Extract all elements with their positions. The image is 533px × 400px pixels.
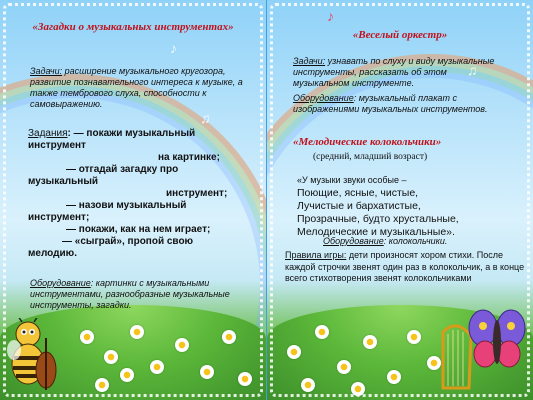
left-equipment-label: Оборудование — [30, 278, 91, 288]
daisy-flower — [387, 370, 401, 384]
daisy-flower — [407, 330, 421, 344]
right-equipment2-text: : колокольчики. — [383, 236, 448, 246]
assignment-line: — покажи, как на нем играет; — [66, 224, 211, 235]
left-tasks-paragraph — [30, 66, 246, 110]
daisy-flower — [150, 360, 164, 374]
music-note-icon: ♪ — [170, 40, 177, 56]
right-task-label: Задачи: — [293, 56, 326, 66]
right-equipment-text: : музыкальный плакат с изображениями музыкальных инструментов. — [293, 93, 488, 114]
daisy-flower — [95, 378, 109, 392]
poem — [297, 174, 527, 239]
game-rules-label: Правила игры: — [285, 250, 347, 260]
assignment-line: : — покажи музыкальный — [67, 128, 196, 139]
assignment-line: инструмент; — [166, 188, 228, 199]
daisy-flower — [238, 372, 252, 386]
assignment-line: — «сыграй», пропой свою — [62, 236, 194, 247]
right-equipment-paragraph — [293, 93, 505, 115]
right-title: «Веселый оркестр» — [352, 29, 448, 41]
daisy-flower — [315, 325, 329, 339]
bee-cellist-illustration — [6, 318, 68, 394]
daisy-flower — [287, 345, 301, 359]
assignment-line: музыкальный — [28, 176, 98, 187]
daisy-flower — [104, 350, 118, 364]
poem-line: «У музыки звуки особые – — [297, 175, 407, 185]
music-note-icon: ♫ — [467, 62, 478, 78]
poem-line: Прозрачные, будто хрустальные, — [297, 213, 459, 225]
assignment-line: — отгадай загадку про — [66, 164, 179, 175]
daisy-flower — [301, 378, 315, 392]
music-note-icon: ♫ — [200, 110, 211, 126]
song-subtitle: (средний, младший возраст) — [313, 152, 428, 162]
assignments-label: Задания — [28, 128, 68, 139]
butterfly-illustration — [467, 308, 527, 372]
left-assignments — [28, 128, 248, 260]
poem-line: Лучистые и бархатистые, — [297, 200, 421, 212]
right-tasks-paragraph — [293, 56, 505, 89]
song-title: «Мелодические колокольчики» — [293, 136, 442, 148]
daisy-flower — [351, 382, 365, 396]
assignment-line: инструмент; — [28, 212, 90, 223]
right-equipment-label: Оборудование — [293, 93, 354, 103]
daisy-flower — [337, 360, 351, 374]
right-equipment2-label: Оборудование — [323, 236, 384, 246]
daisy-flower — [222, 330, 236, 344]
assignment-line: мелодию. — [28, 248, 77, 259]
poem-line: Мелодические и музыкальные». — [297, 226, 455, 238]
right-equipment2-paragraph — [323, 236, 447, 247]
game-rules-paragraph — [285, 250, 525, 285]
right-task-text: узнавать по слуху и виду музыкальные инструменты, рассказать об этом музыкальном инструменте. — [293, 56, 495, 88]
left-task-text: расширение музыкального кругозора, развитие познавательного интереса к музыке, а также тембрового слуха, способности к самовыражению. — [30, 66, 243, 109]
assignment-line: инструмент — [28, 140, 86, 151]
daisy-flower — [120, 368, 134, 382]
left-task-label: Задачи: — [30, 66, 63, 76]
assignment-line: на картинке; — [158, 152, 220, 163]
daisy-flower — [80, 330, 94, 344]
daisy-flower — [363, 335, 377, 349]
daisy-flower — [130, 325, 144, 339]
game-rules-text: дети произносят хором стихи. После каждой строчки звенят один раз в колокольчик, а в конце всего стихотворения звенят колокольчиками — [285, 250, 525, 283]
assignment-line: — назови музыкальный — [66, 200, 187, 211]
left-equipment-text: : картинки с музыкальными инструментами, разнообразные музыкальные инструменты, загадки. — [30, 278, 230, 310]
right-page — [267, 0, 533, 400]
left-title: «Загадки о музыкальных инструментах» — [32, 21, 234, 33]
left-page — [0, 0, 266, 400]
poem-line: Поющие, ясные, чистые, — [297, 187, 419, 199]
daisy-flower — [175, 338, 189, 352]
music-note-icon: ♪ — [327, 8, 334, 24]
left-equipment-paragraph — [30, 278, 246, 311]
daisy-flower — [200, 365, 214, 379]
